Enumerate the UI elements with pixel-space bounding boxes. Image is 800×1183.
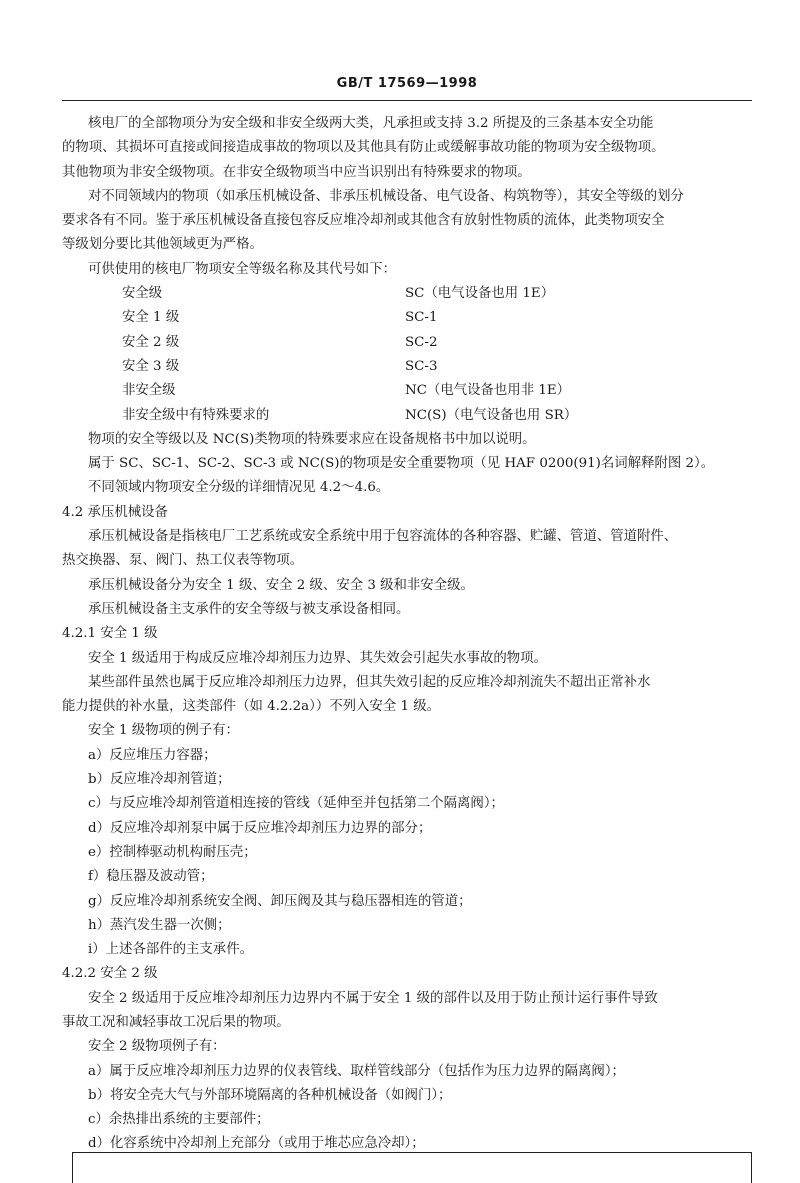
grade-code: SC-3 — [405, 358, 438, 374]
paragraph-line: 核电厂的全部物项分为安全级和非安全级两大类，凡承担或支持 3.2 所提及的三条基本安全功能 — [88, 116, 654, 131]
list-item: b）反应堆冷却剂管道； — [88, 772, 231, 788]
paragraph-line: 物项的安全等级以及 NC(S)类物项的特殊要求应在设备规格书中加以说明。 — [88, 431, 536, 447]
paragraph-line: 安全 2 级物项例子有： — [88, 1039, 226, 1055]
page-header: GB/T 17569—1998 — [336, 76, 478, 91]
list-item: c）余热排出系统的主要部件； — [88, 1112, 270, 1128]
paragraph-line: 等级划分要比其他领域更为严格。 — [62, 237, 263, 253]
paragraph-line: 属于 SC、SC-1、SC-2、SC-3 或 NC(S)的物项是安全重要物项（见 HAF 0200(91)名词解释附图 2）。 — [88, 456, 715, 472]
paragraph-line: 安全 1 级适用于构成反应堆冷却剂压力边界、其失效会引起失水事故的物项。 — [88, 650, 547, 666]
grade-row — [62, 404, 752, 428]
section-heading: 4.2.2 安全 2 级 — [62, 966, 158, 982]
list-item: a）反应堆压力容器； — [88, 747, 217, 763]
grade-name: 安全 2 级 — [122, 334, 180, 350]
list-item: d）反应堆冷却剂泵中属于反应堆冷却剂压力边界的部分； — [88, 820, 432, 836]
list-item: e）控制棒驱动机构耐压壳； — [88, 844, 257, 860]
grade-code: SC-1 — [405, 310, 438, 326]
section-heading: 4.2.1 安全 1 级 — [62, 626, 158, 642]
paragraph-line: 安全 1 级物项的例子有： — [88, 723, 239, 739]
paragraph-line: 可供使用的核电厂物项安全等级名称及其代号如下： — [88, 261, 396, 277]
paragraph-line: 不同领域内物项安全分级的详细情况见 4.2～4.6。 — [88, 480, 390, 496]
bottom-frame — [72, 1152, 752, 1183]
document-body — [62, 112, 752, 1157]
list-item: a）属于反应堆冷却剂压力边界的仪表管线、取样管线部分（包括作为压力边界的隔离阀）； — [88, 1063, 625, 1079]
list-item: f）稳压器及波动管； — [88, 869, 214, 885]
grade-code: NC（电气设备也用非 1E） — [405, 383, 571, 399]
list-item: d）化容系统中冷却剂上充部分（或用于堆芯应急冷却）； — [88, 1136, 425, 1152]
grade-row — [62, 282, 752, 306]
grade-name: 非安全级中有特殊要求的 — [122, 407, 270, 423]
paragraph-line: 的物项、其损坏可直接或间接造成事故的物项以及其他具有防止或缓解事故功能的物项为安全级物项。 — [62, 140, 665, 156]
paragraph-line: 承压机械设备主支承件的安全等级与被支承设备相同。 — [88, 601, 410, 617]
grade-code: NC(S)（电气设备也用 SR） — [405, 407, 578, 423]
list-item: b）将安全壳大气与外部环境隔离的各种机械设备（如阀门）； — [88, 1087, 452, 1103]
paragraph-line: 对不同领域内的物项（如承压机械设备、非承压机械设备、电气设备、构筑物等），其安全等级的划分 — [88, 188, 684, 204]
section-heading: 4.2 承压机械设备 — [62, 504, 168, 520]
grade-code: SC-2 — [405, 334, 438, 350]
grade-row — [62, 331, 752, 355]
paragraph-line: 能力提供的补水量，这类部件（如 4.2.2a））不列入安全 1 级。 — [62, 699, 441, 715]
grade-row — [62, 306, 752, 330]
paragraph-line: 要求各有不同。鉴于承压机械设备直接包容反应堆冷却剂或其他含有放射性物质的流体，此类物项安全 — [62, 213, 665, 229]
paragraph-line: 某些部件虽然也属于反应堆冷却剂压力边界，但其失效引起的反应堆冷却剂流失不超出正常补水 — [88, 674, 651, 690]
paragraph-line: 事故工况和减轻事故工况后果的物项。 — [62, 1014, 290, 1030]
grade-name: 非安全级 — [122, 383, 176, 399]
paragraph-line: 热交换器、泵、阀门、热工仪表等物项。 — [62, 553, 304, 569]
grade-row — [62, 355, 752, 379]
paragraph-line: 安全 2 级适用于反应堆冷却剂压力边界内不属于安全 1 级的部件以及用于防止预计运行事件导致 — [88, 990, 658, 1006]
list-item: h）蒸汽发生器一次侧； — [88, 917, 231, 933]
list-item: g）反应堆冷却剂系统安全阀、卸压阀及其与稳压器相连的管道； — [88, 893, 472, 909]
grade-row — [62, 379, 752, 403]
paragraph-line: 其他物项为非安全级物项。在非安全级物项当中应当识别出有特殊要求的物项。 — [62, 164, 531, 180]
list-item: c）与反应堆冷却剂管道相连接的管线（延伸至并包括第二个隔离阀）； — [88, 796, 504, 812]
grade-name: 安全级 — [122, 286, 163, 302]
paragraph-line: 承压机械设备是指核电厂工艺系统或安全系统中用于包容流体的各种容器、贮罐、管道、管道附件、 — [88, 529, 678, 545]
paragraph-line: 承压机械设备分为安全 1 级、安全 2 级、安全 3 级和非安全级。 — [88, 577, 474, 593]
list-item: i）上述各部件的主支承件。 — [88, 942, 253, 958]
header-rule — [62, 100, 752, 101]
grade-code: SC（电气设备也用 1E） — [405, 286, 555, 302]
grade-name: 安全 1 级 — [122, 310, 180, 326]
grade-name: 安全 3 级 — [122, 358, 180, 374]
